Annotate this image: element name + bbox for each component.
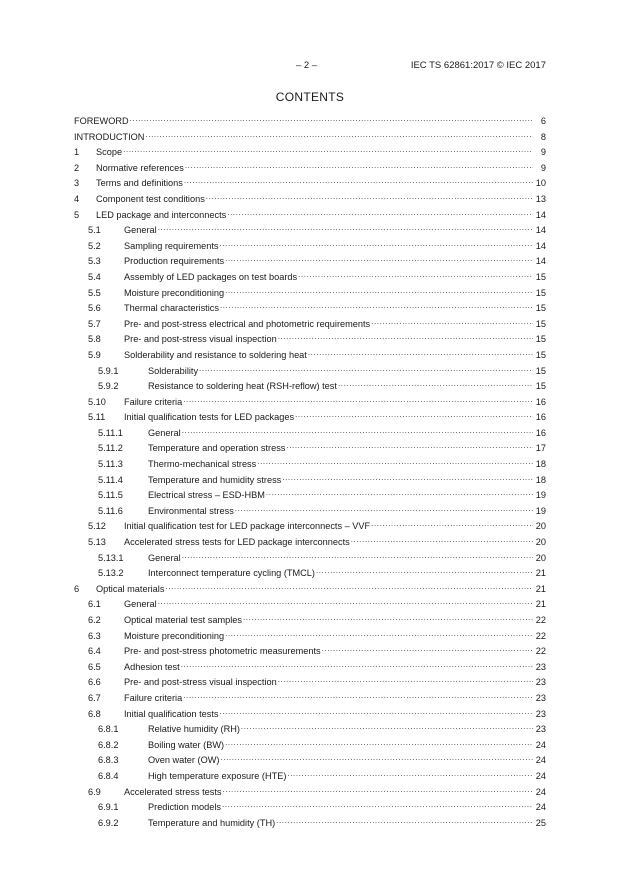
dot-leader: [351, 535, 533, 545]
toc-entry-label: Boiling water (BW): [148, 739, 225, 750]
toc-entry-label: Initial qualification test for LED package interconnects – VVF: [124, 521, 371, 532]
toc-entry-number: 5.4: [88, 271, 101, 282]
toc-entry-label: INTRODUCTION: [74, 131, 145, 142]
toc-entry[interactable]: [74, 566, 546, 582]
dot-leader: [286, 441, 533, 451]
toc-entry-label: Temperature and operation stress: [148, 443, 286, 454]
toc-entry[interactable]: [74, 551, 546, 567]
toc-entry[interactable]: [74, 473, 546, 489]
toc-entry-label: General: [124, 599, 157, 610]
dot-leader: [184, 176, 533, 186]
page-header: [0, 60, 620, 74]
toc-entry[interactable]: [74, 317, 546, 333]
toc-entry-number: 6.5: [88, 661, 101, 672]
toc-entry-label: Accelerated stress tests: [124, 786, 222, 797]
toc-entry[interactable]: [74, 114, 546, 130]
toc-entry-page: 17: [535, 443, 546, 454]
toc-entry[interactable]: [74, 707, 546, 723]
dot-leader: [241, 722, 533, 732]
toc-entry-label: Failure criteria: [124, 396, 183, 407]
toc-entry-label: Sampling requirements: [124, 240, 219, 251]
toc-entry-number: 6.8.2: [98, 739, 119, 750]
dot-leader: [308, 348, 533, 358]
toc-entry-number: 6: [74, 583, 80, 594]
dot-leader: [227, 208, 533, 218]
toc-entry[interactable]: [74, 691, 546, 707]
toc-entry[interactable]: [74, 176, 546, 192]
toc-entry[interactable]: [74, 535, 546, 551]
toc-entry-page: 21: [535, 583, 546, 594]
toc-entry-page: 20: [535, 521, 546, 532]
toc-entry-label: Prediction models: [148, 802, 222, 813]
toc-entry[interactable]: [74, 660, 546, 676]
toc-entry-page: 10: [535, 178, 546, 189]
toc-entry-label: FOREWORD: [74, 116, 129, 126]
toc-entry-number: 6.8.4: [98, 770, 119, 781]
toc-entry-number: 5.11: [88, 412, 106, 423]
toc-entry-label: Pre- and post-stress photometric measurements: [124, 646, 321, 657]
toc-entry-label: Failure criteria: [124, 692, 183, 703]
toc-entry-number: 5.11.6: [98, 505, 123, 516]
toc-entry-page: 20: [535, 537, 546, 548]
toc-entry-label: Thermal characteristics: [124, 303, 219, 314]
toc-entry-number: 5.1: [88, 225, 101, 236]
toc-entry-number: 5.11.3: [98, 459, 123, 470]
toc-entry-page: 15: [535, 318, 546, 329]
toc-entry-page: 24: [535, 739, 546, 750]
toc-entry[interactable]: [74, 644, 546, 660]
toc-entry[interactable]: [74, 395, 546, 411]
toc-entry-number: 5.3: [88, 256, 101, 267]
toc-entry-label: Initial qualification tests for LED packages: [124, 412, 295, 423]
toc-entry-number: 6.4: [88, 646, 101, 657]
toc-entry[interactable]: [74, 223, 546, 239]
dot-leader: [322, 644, 533, 654]
toc-entry-label: Terms and definitions: [96, 178, 183, 189]
toc-entry-label: Electrical stress – ESD-HBM: [148, 490, 265, 501]
toc-entry-page: 15: [535, 271, 546, 282]
toc-entry-number: 6.2: [88, 615, 101, 625]
toc-entry-number: 5.9.1: [98, 365, 119, 376]
toc-entry[interactable]: [74, 597, 546, 613]
toc-entry-page: 19: [535, 490, 546, 501]
toc-entry[interactable]: [74, 722, 546, 738]
toc-entry-label: General: [148, 427, 181, 438]
toc-entry-label: Scope: [96, 147, 123, 158]
toc-entry[interactable]: [74, 332, 546, 348]
toc-entry[interactable]: [74, 738, 546, 754]
toc-entry-number: 6.9.2: [98, 817, 119, 828]
toc-entry-label: Thermo-mechanical stress: [148, 459, 257, 470]
toc-entry-label: Moisture preconditioning: [124, 287, 225, 298]
toc-entry-label: Optical material test samples: [124, 615, 242, 625]
toc-entry-number: 5.9.2: [98, 381, 119, 392]
toc-entry-page: 6: [540, 116, 546, 126]
dot-leader: [278, 332, 533, 342]
toc-entry-label: Temperature and humidity stress: [148, 474, 282, 485]
toc-entry[interactable]: [74, 286, 546, 302]
toc-entry-number: 5.13.2: [98, 568, 124, 579]
toc-entry-page: 23: [535, 677, 546, 688]
toc-entry-page: 21: [535, 568, 546, 579]
toc-entry-label: Solderability and resistance to soldering heat: [124, 349, 307, 360]
dot-leader: [130, 114, 533, 124]
toc-entry-label: Adhesion test: [124, 661, 180, 672]
toc-entry-label: Pre- and post-stress visual inspection: [124, 334, 277, 345]
toc-entry-number: 6.1: [88, 599, 101, 610]
toc-entry-page: 22: [535, 630, 546, 641]
dot-leader: [222, 800, 533, 810]
toc-entry-number: 5.7: [88, 318, 101, 329]
toc-entry[interactable]: [74, 816, 546, 832]
toc-entry[interactable]: [74, 301, 546, 317]
toc-entry-page: 15: [535, 287, 546, 298]
dot-leader: [338, 379, 533, 389]
toc-entry[interactable]: [74, 582, 546, 598]
toc-entry[interactable]: [74, 161, 546, 177]
toc-entry-page: 14: [535, 240, 546, 251]
dot-leader: [225, 286, 533, 296]
dot-leader: [225, 629, 533, 639]
toc-entry-number: 5.10: [88, 396, 106, 407]
toc-entry[interactable]: [74, 488, 546, 504]
toc-entry-page: 9: [540, 147, 546, 158]
toc-entry-label: LED package and interconnects: [96, 209, 227, 220]
toc-entry-label: Initial qualification tests: [124, 708, 219, 719]
toc-entry-label: Pre- and post-stress visual inspection: [124, 677, 277, 688]
toc-entry-label: Normative references: [96, 162, 184, 173]
toc-entry[interactable]: [74, 254, 546, 270]
dot-leader: [158, 597, 533, 607]
dot-leader: [371, 317, 533, 327]
toc-entry-page: 23: [535, 661, 546, 672]
dot-leader: [145, 130, 533, 140]
toc-entry[interactable]: [74, 613, 546, 629]
standard-reference: IEC TS 62861:2017 © IEC 2017: [410, 60, 546, 71]
toc-entry-number: 5.11.5: [98, 490, 123, 501]
toc-entry[interactable]: [74, 519, 546, 535]
dot-leader: [298, 270, 533, 280]
toc-entry-number: 5.13.1: [98, 552, 124, 563]
dot-leader: [235, 504, 533, 514]
toc-entry[interactable]: [74, 239, 546, 255]
toc-entry[interactable]: [74, 769, 546, 785]
toc-entry-label: Environmental stress: [148, 505, 234, 516]
toc-entry-number: 3: [74, 178, 80, 189]
toc-entry-page: 24: [535, 755, 546, 766]
toc-entry-number: 6.8.3: [98, 755, 119, 766]
toc-entry-label: Optical materials: [96, 583, 165, 594]
toc-entry-page: 21: [535, 599, 546, 610]
toc-entry-page: 14: [535, 225, 546, 236]
toc-entry-number: 6.6: [88, 677, 101, 688]
toc-entry-label: Pre- and post-stress electrical and photometric requirements: [124, 318, 371, 329]
dot-leader: [220, 301, 533, 311]
toc-entry-page: 18: [535, 474, 546, 485]
toc-entry[interactable]: [74, 208, 546, 224]
toc-entry-number: 5.12: [88, 521, 106, 532]
toc-entry-label: General: [148, 552, 181, 563]
table-of-contents: [74, 114, 546, 831]
toc-entry-number: 5.8: [88, 334, 101, 345]
toc-entry-number: 4: [74, 193, 80, 204]
toc-entry-number: 5.2: [88, 240, 101, 251]
toc-entry-page: 16: [535, 427, 546, 438]
toc-entry[interactable]: [74, 410, 546, 426]
toc-entry-page: 14: [535, 209, 546, 220]
toc-entry-page: 23: [535, 692, 546, 703]
toc-entry-label: Component test conditions: [96, 193, 205, 204]
dot-leader: [185, 161, 533, 171]
dot-leader: [295, 410, 533, 420]
dot-leader: [182, 551, 533, 561]
dot-leader: [123, 145, 533, 155]
toc-entry[interactable]: [74, 457, 546, 473]
toc-entry-label: Assembly of LED packages on test boards: [124, 271, 298, 282]
toc-entry-label: Relative humidity (RH): [148, 724, 240, 735]
toc-entry[interactable]: [74, 145, 546, 161]
dot-leader: [225, 738, 533, 748]
toc-entry-number: 5.11.4: [98, 474, 123, 485]
toc-entry-page: 15: [535, 365, 546, 376]
page-number: – 2 –: [296, 60, 318, 71]
dot-leader: [182, 426, 533, 436]
dot-leader: [220, 753, 533, 763]
dot-leader: [225, 254, 533, 264]
dot-leader: [219, 707, 533, 717]
toc-entry-number: 5.11.1: [98, 427, 123, 438]
toc-entry-number: 5.11.2: [98, 443, 123, 454]
contents-title: CONTENTS: [275, 90, 345, 104]
toc-entry-page: 15: [535, 381, 546, 392]
toc-entry-page: 14: [535, 256, 546, 267]
toc-entry-label: Temperature and humidity (TH): [148, 817, 276, 828]
toc-entry-page: 22: [535, 646, 546, 657]
toc-entry-page: 24: [535, 770, 546, 781]
toc-entry-page: 24: [535, 786, 546, 797]
toc-entry-page: 8: [540, 131, 546, 142]
toc-entry[interactable]: [74, 192, 546, 208]
toc-entry-number: 1: [74, 147, 80, 158]
toc-entry-page: 16: [535, 412, 546, 423]
toc-entry-page: 23: [535, 724, 546, 735]
toc-entry-page: 20: [535, 552, 546, 563]
toc-entry-number: 5.5: [88, 287, 101, 298]
dot-leader: [206, 192, 533, 202]
toc-entry-label: Accelerated stress tests for LED package interconnects: [124, 537, 350, 548]
toc-entry-label: Solderability: [148, 365, 199, 376]
toc-entry-number: 5: [74, 209, 80, 220]
toc-entry-number: 6.8.1: [98, 724, 119, 735]
toc-entry[interactable]: [74, 800, 546, 816]
toc-entry[interactable]: [74, 270, 546, 286]
toc-entry-page: 25: [535, 817, 546, 828]
toc-entry-page: 24: [535, 802, 546, 813]
toc-entry[interactable]: [74, 629, 546, 645]
dot-leader: [278, 675, 533, 685]
dot-leader: [266, 488, 533, 498]
toc-entry-number: 6.9: [88, 786, 101, 797]
toc-entry[interactable]: [74, 753, 546, 769]
toc-entry-number: 5.9: [88, 349, 101, 360]
toc-entry-page: 19: [535, 505, 546, 516]
toc-entry-label: Production requirements: [124, 256, 225, 267]
toc-entry[interactable]: [74, 348, 546, 364]
dot-leader: [276, 816, 533, 826]
toc-entry[interactable]: [74, 441, 546, 457]
toc-entry-label: General: [124, 225, 157, 236]
toc-entry-label: Interconnect temperature cycling (TMCL): [148, 568, 315, 579]
dot-leader: [165, 582, 533, 592]
toc-entry-page: 22: [535, 615, 546, 625]
dot-leader: [183, 691, 533, 701]
dot-leader: [243, 613, 533, 623]
toc-entry[interactable]: [74, 379, 546, 395]
toc-entry[interactable]: [74, 504, 546, 520]
toc-entry-number: 6.8: [88, 708, 101, 719]
toc-entry[interactable]: [74, 426, 546, 442]
toc-entry-number: 6.9.1: [98, 802, 119, 813]
toc-entry[interactable]: [74, 675, 546, 691]
toc-entry-label: Resistance to soldering heat (RSH-reflow) test: [148, 381, 337, 392]
toc-entry-number: 5.6: [88, 303, 101, 314]
dot-leader: [257, 457, 533, 467]
toc-entry-page: 16: [535, 396, 546, 407]
toc-entry-number: 6.7: [88, 692, 101, 703]
toc-entry-page: 15: [535, 303, 546, 314]
dot-leader: [219, 239, 533, 249]
dot-leader: [287, 769, 533, 779]
dot-leader: [371, 519, 533, 529]
toc-entry-label: High temperature exposure (HTE): [148, 770, 287, 781]
toc-entry-page: 15: [535, 334, 546, 345]
dot-leader: [316, 566, 533, 576]
dot-leader: [181, 660, 533, 670]
toc-entry-page: 15: [535, 349, 546, 360]
toc-entry-number: 6.3: [88, 630, 101, 641]
toc-entry-page: 18: [535, 459, 546, 470]
toc-entry-number: 2: [74, 162, 80, 173]
dot-leader: [199, 364, 533, 374]
toc-entry[interactable]: [74, 364, 546, 380]
toc-entry[interactable]: [74, 785, 546, 801]
toc-entry-page: 23: [535, 708, 546, 719]
dot-leader: [282, 473, 533, 483]
dot-leader: [158, 223, 533, 233]
dot-leader: [183, 395, 533, 405]
toc-entry[interactable]: [74, 130, 546, 146]
dot-leader: [223, 785, 533, 795]
toc-entry-number: 5.13: [88, 537, 106, 548]
toc-entry-label: Oven water (OW): [148, 755, 220, 766]
toc-entry-label: Moisture preconditioning: [124, 630, 225, 641]
toc-entry-page: 9: [540, 162, 546, 173]
toc-entry-page: 13: [535, 193, 546, 204]
